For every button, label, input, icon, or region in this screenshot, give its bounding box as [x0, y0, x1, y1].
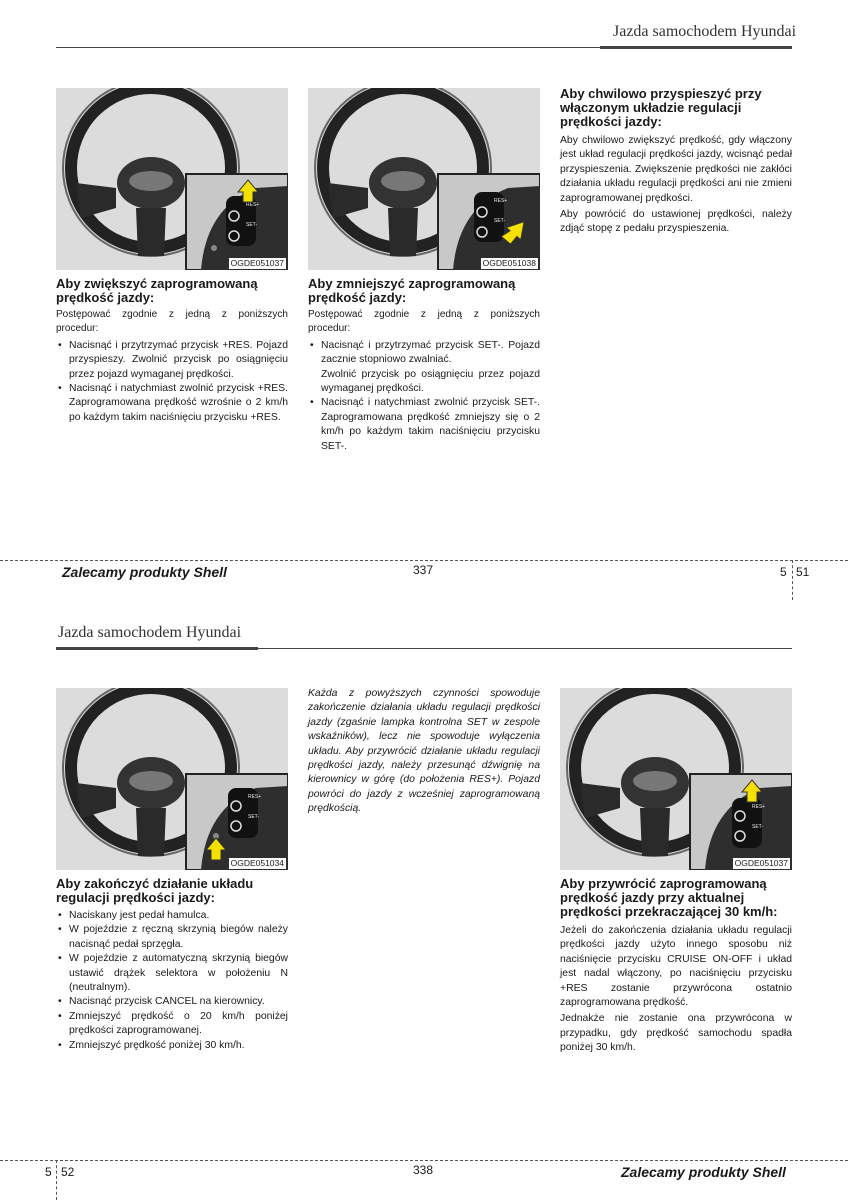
- list-item: • W pojeździe z automatyczną skrzynią biegów ustawić drążek selektora w położeniu N (neutralnym).: [56, 952, 288, 995]
- list-item: • Nacisnąć i przytrzymać przycisk SET-. Pojazd zacznie stopniowo zwalniać.: [308, 339, 540, 368]
- svg-text:SET-: SET-: [248, 814, 260, 820]
- margin-dash: [792, 560, 793, 600]
- chapter-number: 5: [780, 565, 787, 579]
- page-number: 337: [413, 563, 434, 577]
- steering-wheel-illustration: [560, 688, 792, 870]
- title-line: prędkości przekraczającej 30 km/h:: [560, 904, 778, 919]
- svg-text:SET-: SET-: [494, 218, 506, 224]
- list-item: • Nacisnąć przycisk CANCEL na kierownicy.: [56, 995, 288, 1009]
- footer-brand: Zalecamy produkty Shell: [62, 564, 227, 580]
- list-item: • Nacisnąć i przytrzymać przycisk +RES. Pojazd przyspieszy. Zwolnić przycisk po osiągnięciu przez pojazd wymaganej prędkości.: [56, 339, 288, 382]
- chapter-page: 52: [61, 1165, 75, 1179]
- steering-wheel-illustration: [308, 88, 540, 270]
- title-line: Aby zmniejszyć zaprogramowaną: [308, 276, 516, 291]
- list-item: • Nacisnąć i natychmiast zwolnić przycisk SET-. Zaprogramowana prędkość zmniejszy się o 2 km/h po każdym takim naciśnięciu przycisku SET-.: [308, 396, 540, 454]
- paragraph: Aby chwilowo zwiększyć prędkość, gdy włączony jest układ regulacji prędkości jazdy, wcisnąć pedał przyspieszenia. Zwiększenie prędkości nie zakłóci działania układu regulacji prędkości ani nie zmieni zaprogramowanej prędkości.: [560, 135, 792, 204]
- page-header-title: Jazda samochodem Hyundai: [58, 624, 242, 641]
- svg-text:RES+: RES+: [248, 794, 262, 800]
- figure-code: OGDE051038: [482, 258, 536, 268]
- page-divider: [0, 560, 848, 561]
- section-title: [560, 877, 792, 919]
- chapter-page: 51: [796, 565, 810, 579]
- page-number: 338: [413, 1163, 434, 1177]
- intro-text: Postępować zgodnie z jedną z poniższych procedur:: [56, 309, 288, 335]
- title-line: prędkości jazdy:: [560, 114, 662, 129]
- svg-text:SET-: SET-: [752, 824, 764, 830]
- steering-wheel-figure: [56, 688, 288, 870]
- steering-wheel-illustration: [56, 688, 288, 870]
- section-title: [56, 277, 288, 305]
- paragraph: Jednakże nie zostanie ona przywrócona w przypadku, gdy prędkość samochodu spadła poniżej 30 km/h.: [560, 1013, 792, 1054]
- svg-text:SET-: SET-: [246, 222, 258, 228]
- section-decrease: [308, 277, 540, 454]
- svg-text:RES+: RES+: [494, 198, 508, 204]
- footer-brand: Zalecamy produkty Shell: [621, 1164, 786, 1180]
- figure-code: OGDE051037: [734, 858, 788, 868]
- bullet-list: [56, 909, 288, 1053]
- title-line: regulacji prędkości jazdy:: [56, 890, 215, 905]
- section-title: [560, 87, 792, 129]
- section-title: [308, 277, 540, 305]
- section-cancel: [56, 877, 288, 1053]
- title-line: prędkość jazdy:: [308, 290, 407, 305]
- steering-wheel-illustration: [56, 88, 288, 270]
- list-item: • Nacisnąć i natychmiast zwolnić przycisk +RES. Zaprogramowana prędkość wzrośnie o 2 km/h po każdym takim naciśnięciu przycisku +RES.: [56, 382, 288, 425]
- bullet-list: [56, 339, 288, 425]
- body-text: [560, 134, 792, 237]
- section-title: [56, 877, 288, 905]
- svg-text:RES+: RES+: [752, 804, 766, 810]
- body-text: [560, 924, 792, 1056]
- list-item: • Naciskany jest pedał hamulca.: [56, 909, 288, 923]
- list-item: • W pojeździe z ręczną skrzynią biegów należy nacisnąć pedał sprzęgła.: [56, 923, 288, 952]
- header-bar: [56, 647, 258, 650]
- steering-wheel-figure: [56, 88, 288, 270]
- cancel-note: Każda z powyższych czynności spowoduje zakończenie działania układu regulacji prędkości jazdy (zgaśnie lampka kontrolna SET w zespole wskaźników), lecz nie spowoduje wyłączenia układu. Aby przywrócić działanie układu regulacji prędkości jazdy, należy przesunąć dźwignię na kierownicy w górę (do położenia RES+). Pojazd powróci do jazdy z wcześniej zaprogramowaną prędkością.: [308, 688, 540, 815]
- svg-text:RES+: RES+: [246, 202, 260, 208]
- section-restore: [560, 877, 792, 1058]
- title-line: Aby przywrócić zaprogramowaną: [560, 876, 767, 891]
- section-increase: [56, 277, 288, 425]
- intro-text: Postępować zgodnie z jedną z poniższych procedur:: [308, 309, 540, 335]
- list-item: • Zmniejszyć prędkość o 20 km/h poniżej prędkości zaprogramowanej.: [56, 1010, 288, 1039]
- page-divider: [0, 1160, 848, 1161]
- paragraph: Aby powrócić do ustawionej prędkości, należy zdjąć stopę z pedału przyspieszenia.: [560, 209, 792, 235]
- title-line: Aby chwilowo przyspieszyć przy: [560, 86, 762, 101]
- list-item: • Zmniejszyć prędkość poniżej 30 km/h.: [56, 1039, 288, 1053]
- paragraph: Jeżeli do zakończenia działania układu regulacji prędkości jazdy użyto innego sposobu niż naciśnięcie przycisku CRUISE ON-OFF i układ jest nadal włączony, po naciśnięciu przycisku +RES zostanie przywrócona ostatnio zaprogramowana prędkość.: [560, 925, 792, 1009]
- bullet-list: [308, 339, 540, 368]
- section-accelerate: [560, 87, 792, 239]
- page-header-title: Jazda samochodem Hyundai: [613, 23, 797, 40]
- figure-code: OGDE051034: [230, 858, 284, 868]
- header-bar: [600, 46, 792, 49]
- margin-dash: [56, 1160, 57, 1200]
- title-line: prędkość jazdy przy aktualnej: [560, 890, 745, 905]
- chapter-number: 5: [45, 1165, 52, 1179]
- figure-code: OGDE051037: [230, 258, 284, 268]
- bullet-list: [308, 396, 540, 454]
- title-line: prędkość jazdy:: [56, 290, 155, 305]
- title-line: włączonym układzie regulacji: [560, 100, 742, 115]
- title-line: Aby zwiększyć zaprogramowaną: [56, 276, 258, 291]
- steering-wheel-figure: [560, 688, 792, 870]
- list-item-continuation: Zwolnić przycisk po osiągnięciu przez pojazd wymaganej prędkości.: [321, 368, 540, 395]
- title-line: Aby zakończyć działanie układu: [56, 876, 254, 891]
- steering-wheel-figure: [308, 88, 540, 270]
